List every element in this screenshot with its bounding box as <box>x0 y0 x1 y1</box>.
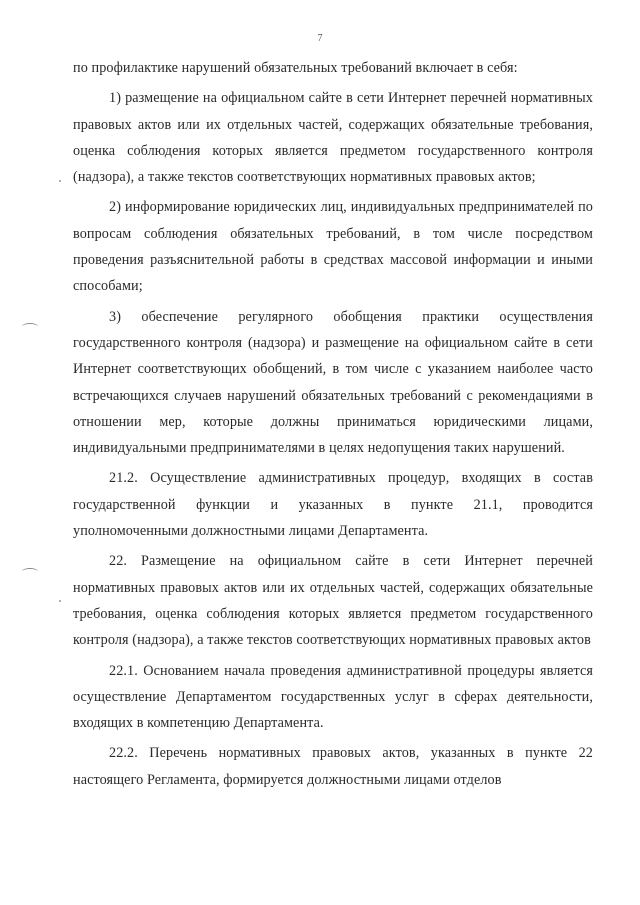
scan-artifact <box>22 568 38 575</box>
paragraph-21-2: 21.2. Осуществление административных процедур, входящих в состав государственной функции и указанных в пункте 21.1, проводится уполномоченными должностными лицами Департамента. <box>73 470 593 540</box>
paragraph-item-3: 3) обеспечение регулярного обобщения практики осуществления государственного контроля (надзора) и размещение на официальном сайте в сети Интернет соответствующих обобщений, в том числе с указанием наиболее часто встречающихся случаев нарушений обязательных требований с рекомендациями в отношении мер, которые должны приниматься юридическими лицами, индивидуальными предпринимателями в целях недопущения таких нарушений. <box>73 308 593 457</box>
page-number: 7 <box>317 33 323 44</box>
paragraph-22: 22. Размещение на официальном сайте в сети Интернет перечней нормативных правовых актов или их отдельных частей, содержащих обязательные требования, оценка соблюдения которых является предметом государственного контроля (надзора), а также текстов соответствующих нормативных правовых актов <box>73 553 593 649</box>
document-body <box>73 55 593 793</box>
scan-artifact <box>22 323 38 330</box>
paragraph-22-2: 22.2. Перечень нормативных правовых актов, указанных в пункте 22 настоящего Регламента, формируется должностными лицами отделов <box>73 745 593 788</box>
scan-artifact <box>59 180 61 182</box>
paragraph-22-1: 22.1. Основанием начала проведения административной процедуры является осуществление Департаментом государственных услуг в сферах деятельности, входящих в компетенцию Департамента. <box>73 662 593 732</box>
scan-artifact <box>59 600 61 602</box>
paragraph-item-2: 2) информирование юридических лиц, индивидуальных предпринимателей по вопросам соблюдения обязательных требований, в том числе посредством проведения разъяснительной работы в средствах массовой информации и иными способами; <box>73 199 593 295</box>
paragraph-intro: по профилактике нарушений обязательных требований включает в себя: <box>73 60 518 76</box>
paragraph-item-1: 1) размещение на официальном сайте в сети Интернет перечней нормативных правовых актов или их отдельных частей, содержащих обязательные требования, оценка соблюдения которых является предметом государственного контроля (надзора), а также текстов соответствующих нормативных правовых актов; <box>73 90 593 186</box>
